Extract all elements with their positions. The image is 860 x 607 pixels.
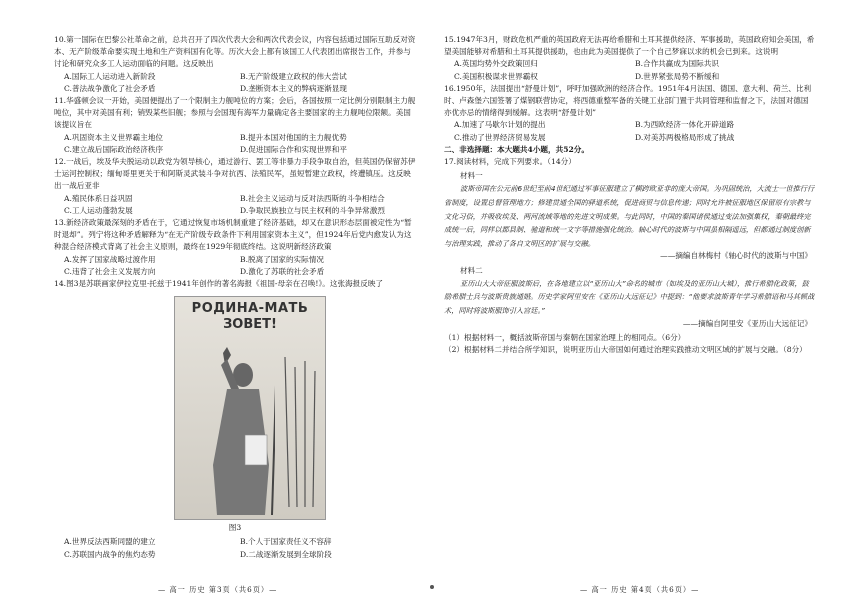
q10-stem: 10.第一国际在巴黎公社革命之前，总共召开了四次代表大会和两次代表会议，内容包括通过国际互助反对资本、无产阶级革命要实现土地和生产资料国有化等。历次大会上都有该国工人代表团出席报告工作，并参与讨论和研究众多工人运动面临的问题。这反映出	[54, 35, 416, 69]
q13-option-d: D.激化了苏联的社会矛盾	[240, 266, 325, 276]
q10-option-b: B.无产阶级建立政权的伟大尝试	[240, 71, 347, 81]
q17-requirement-2: （2）根据材料二并结合所学知识，说明亚历山大帝国如何通过治理实践推动文明区域的扩展与交融。（8分）	[444, 345, 807, 354]
page-footer-left: — 高一 历史 第3页（共6页）—	[158, 585, 278, 594]
material-one-source: ——摘编自林梅村《轴心时代的波斯与中国》	[660, 251, 812, 261]
q16-option-c: C.推动了世界经济贸易发展	[454, 132, 546, 142]
q11-stem: 11.华盛顿会议一开始，美国便提出了一个限制主力舰吨位的方案；会后，各国按照一定比例分别限制主力舰吨位，其中对美国有利；销毁某些旧舰；参照与会国现有海军力量确定各主要国家的主力舰吨位限额。美国该提议旨在	[54, 96, 416, 130]
q11-option-a: A.巩固资本主义世界霸主地位	[64, 132, 164, 142]
q15-stem: 15.1947年3月，财政危机严重的英国政府无法再给希腊和土耳其提供经济、军事援助，英国政府知会美国，希望美国能够对希腊和土耳其提供援助，也由此为美国提供了一个自己梦寐以求的机会已到来。这说明	[444, 35, 815, 57]
material-two-source: ——摘编自阿里安《亚历山大远征记》	[682, 318, 812, 328]
q16-option-a: A.加速了马歇尔计划的提出	[454, 120, 546, 130]
q10-option-c: C.普法战争激化了社会矛盾	[64, 83, 156, 93]
q15-options	[454, 58, 816, 82]
right-column	[444, 34, 816, 356]
q17-stem: 17.阅读材料，完成下列要求。（14分）	[444, 157, 576, 167]
q10-option-a: A.国际工人运动进入新阶段	[64, 71, 156, 81]
bayonets-illustration	[281, 357, 321, 507]
q14-stem: 14.图3是苏联画家伊拉克里·托兹于1941年创作的著名海报《祖国-母亲在召唤!》。这张海报反映了	[54, 279, 384, 289]
q12-option-c: C.工人运动蓬勃发展	[64, 205, 133, 215]
q16-option-d: D.对美苏两极格局形成了挑战	[635, 132, 735, 142]
left-column	[54, 34, 416, 561]
poster-title-line2: ЗОВЕТ!	[223, 317, 277, 333]
poster-title-line1: РОДИНА-МАТЬ	[191, 301, 309, 317]
section-heading: 二、非选择题：本大题共4小题，共52分。	[444, 144, 589, 154]
q15-option-a: A.英国均势外交政策回归	[454, 59, 538, 69]
q17-requirement-1: （1）根据材料一，概括波斯帝国与秦朝在国家治理上的相同点。（6分）	[444, 332, 686, 342]
q14-option-c: C.苏联国内战争的焦灼态势	[64, 549, 156, 559]
q12-option-a: A.殖民体系日益巩固	[64, 193, 133, 203]
q13-option-a: A.发挥了国家战略过渡作用	[64, 254, 156, 264]
q13-option-c: C.违背了社会主义发展方向	[64, 266, 156, 276]
propaganda-poster-image	[174, 296, 326, 520]
q14-options	[64, 536, 416, 560]
q15-option-d: D.世界紧张局势不断缓和	[635, 71, 720, 81]
page-footer-right: — 高一 历史 第4页（共6页）—	[580, 585, 700, 594]
q12-option-d: D.争取民族独立与民主权利的斗争异常激烈	[240, 205, 385, 215]
q14-option-a: A.世界反法西斯同盟的建立	[64, 537, 156, 547]
q13-options	[64, 254, 416, 278]
mother-figure-illustration	[205, 345, 275, 515]
material-two-text: 亚历山大大帝征服波斯后，在各地建立以“亚历山大”命名的城市（如埃及的亚历山大城），推行希腊化政策，鼓励希腊士兵与波斯贵族通婚。历史学家阿里安在《亚历山大远征记》中提到：“他要求波斯青年学习希腊语和马其顿战术，同时将波斯服饰引入宫廷。”	[444, 278, 815, 315]
q12-options	[64, 193, 416, 217]
material-one-title: 材料一	[460, 171, 483, 181]
q13-option-b: B.脱离了国家的实际情况	[240, 254, 324, 264]
fold-mark	[430, 585, 434, 589]
q14-option-d: D.二战逐渐发展到全球阶段	[240, 549, 332, 559]
q11-option-b: B.提升本国对他国的主力舰优势	[240, 132, 347, 142]
q16-option-b: B.为西欧经济一体化开辟道路	[635, 120, 735, 130]
q12-stem: 12.一战后，埃及华夫脱运动以政党为领导核心，通过游行、罢工等非暴力手段争取自治，但英国仍保留苏伊士运河控制权；缅甸哥里更关于和阿斯灵武装斗争对抗西、法殖民军，虽短暂建立政权，终遭镇压。这反映出一战后亚非	[54, 157, 416, 191]
q11-options	[64, 132, 416, 156]
q13-stem: 13.新经济政策最深刻的矛盾在于，它通过恢复市场机制重建了经济基础，却又在意识形态层面被定性为“暂时退却”。列宁将这种矛盾解释为“在无产阶级专政条件下利用国家资本主义”，但1924年后党内愈发认为这种混合经济模式背离了社会主义原则，最终在1929年彻底终结。这说明新经济政策	[54, 218, 412, 252]
q10-options	[64, 71, 416, 95]
q16-stem: 16.1950年，法国提出“舒曼计划”，呼吁加强欧洲的经济合作。1951年4月法国、德国、意大利、荷兰、比利时、卢森堡六国签署了煤钢联营协定，将西德重整军备的关键工业部门置于共同管理和监督之下，法国对德国亦优亦忌的情绪得到缓解。这表明“舒曼计划”	[444, 83, 812, 118]
q15-option-b: B.合作共赢成为国际共识	[635, 59, 719, 69]
material-one-text: 波斯帝国在公元前6世纪至前4世纪通过军事征服建立了横跨欧亚非的庞大帝国。为巩固统治，大流士一世推行行省制度，设置总督管理地方；修建贯通全国的驿道系统，促进商贸与信息传递；同时允许被征服地区保留原有宗教与文化习俗，并吸收埃及、两河流域等地的先进文明成果。与此同时，中国的秦国诸侯通过变法加强集权，秦朝最终完成统一后，同样以郡县制、驰道和统一文字等措施强化统治。轴心时代的波斯与中国虽相隔遥远，但都通过制度创新与治理实践，推动了各自文明区的扩展与交融。	[444, 184, 815, 248]
q10-option-d: D.垄断资本主义的弊病逐渐显现	[240, 83, 347, 93]
material-two-title: 材料二	[460, 265, 483, 275]
q15-option-c: C.美国积极谋求世界霸权	[454, 71, 538, 81]
q14-option-b: B.个人于国家责任义不容辞	[240, 537, 332, 547]
q16-options	[454, 119, 816, 143]
q12-option-b: B.社会主义运动与反对法西斯的斗争相结合	[240, 193, 385, 203]
q11-option-c: C.建立战后国际政治经济秩序	[64, 144, 164, 154]
q11-option-d: D.促进国际合作和实现世界和平	[240, 144, 347, 154]
figure-caption: 图3	[228, 523, 242, 533]
